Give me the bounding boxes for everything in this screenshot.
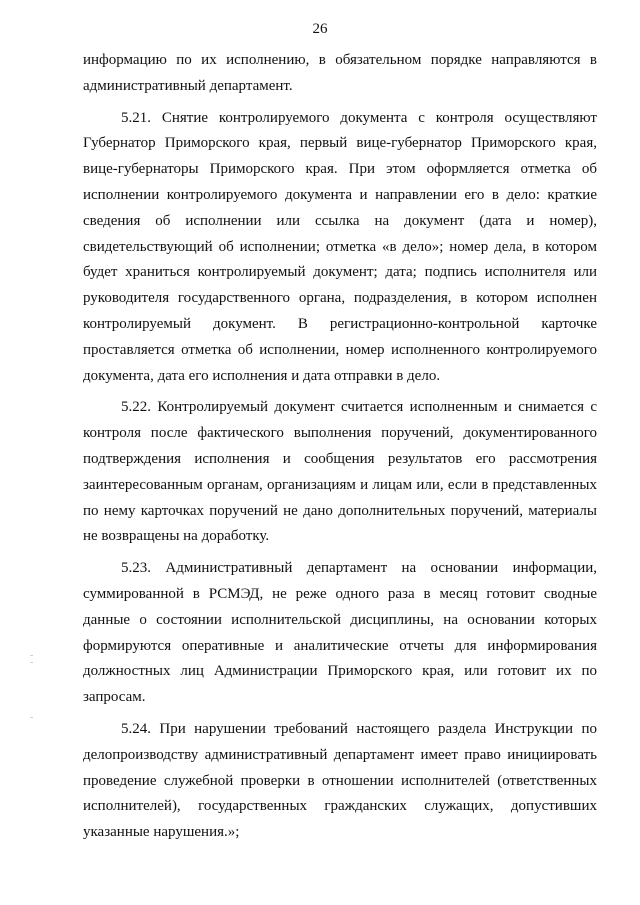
text-line: формируются оперативные и аналитические отчеты для информирования (83, 637, 597, 654)
page-number: 26 (312, 21, 328, 37)
text-line: заинтересованным органам, организациям и лицам или, если в представленных (83, 476, 597, 493)
text-line: данные о состоянии исполнительской дисциплины, на основании которых (83, 611, 597, 628)
text-line: контролируемый документ. В регистрационно-контрольной карточке (83, 315, 597, 332)
text-line: подтверждения исполнения и сообщения результатов его рассмотрения (83, 450, 597, 467)
text-line: 5.24. При нарушении требований настоящего раздела Инструкции по (121, 720, 597, 737)
text-line: 5.21. Снятие контролируемого документа с контроля осуществляют (121, 109, 597, 126)
text-line: руководителя государственного органа, подразделения, в котором исполнен (83, 290, 597, 307)
text-line: проставляется отметка об исполнении, номер исполненного контролируемого (83, 341, 597, 358)
paragraph-5-22 (83, 395, 597, 550)
text-line: 5.23. Административный департамент на основании информации, (121, 560, 597, 577)
scan-mark (30, 717, 33, 718)
text-line: не возвращены на доработку. (83, 528, 270, 545)
text-line: административный департамент. (83, 77, 293, 94)
document-body (83, 48, 597, 846)
paragraph-continued (83, 48, 597, 100)
text-line: вице-губернаторы Приморского края. При этом оформляется отметка об (83, 161, 597, 178)
text-line: должностных лиц Администрации Приморского края, или готовит их по (83, 663, 597, 680)
text-line: по нему карточках поручений не дано дополнительных поручений, материалы (83, 502, 597, 519)
text-line: будет храниться контролируемый документ; дата; подпись исполнителя или (83, 264, 597, 281)
paragraph-5-21 (83, 106, 597, 390)
text-line: Губернатор Приморского края, первый вице-губернатор Приморского края, (83, 135, 597, 152)
scan-mark (30, 662, 33, 663)
text-line: исполнении контролируемого документа и направлении его в дело: краткие (83, 186, 597, 203)
text-line: делопроизводству административный департамент имеет право инициировать (83, 746, 597, 763)
text-line: 5.22. Контролируемый документ считается исполненным и снимается с (121, 399, 597, 416)
text-line: суммированной в РСМЭД, не реже одного раза в месяц готовит сводные (83, 585, 597, 602)
text-line: проведение служебной проверки в отношении исполнителей (ответственных (83, 772, 597, 789)
text-line: указанные нарушения.»; (83, 824, 240, 841)
text-line: исполнителей), государственных гражданских служащих, допустивших (83, 798, 597, 815)
text-line: контроля после фактического выполнения поручений, документированного (83, 425, 597, 442)
text-line: сведения об исполнении или ссылка на документ (дата и номер), (83, 212, 597, 229)
text-line: свидетельствующий об исполнении; отметка «в дело»; номер дела, в котором (83, 238, 597, 255)
paragraph-5-24 (83, 717, 597, 846)
paragraph-5-23 (83, 556, 597, 711)
text-line: запросам. (83, 689, 146, 706)
text-line: документа, дата его исполнения и дата отправки в дело. (83, 367, 441, 384)
scan-mark (30, 655, 33, 656)
text-line: информацию по их исполнению, в обязательном порядке направляются в (83, 52, 597, 68)
